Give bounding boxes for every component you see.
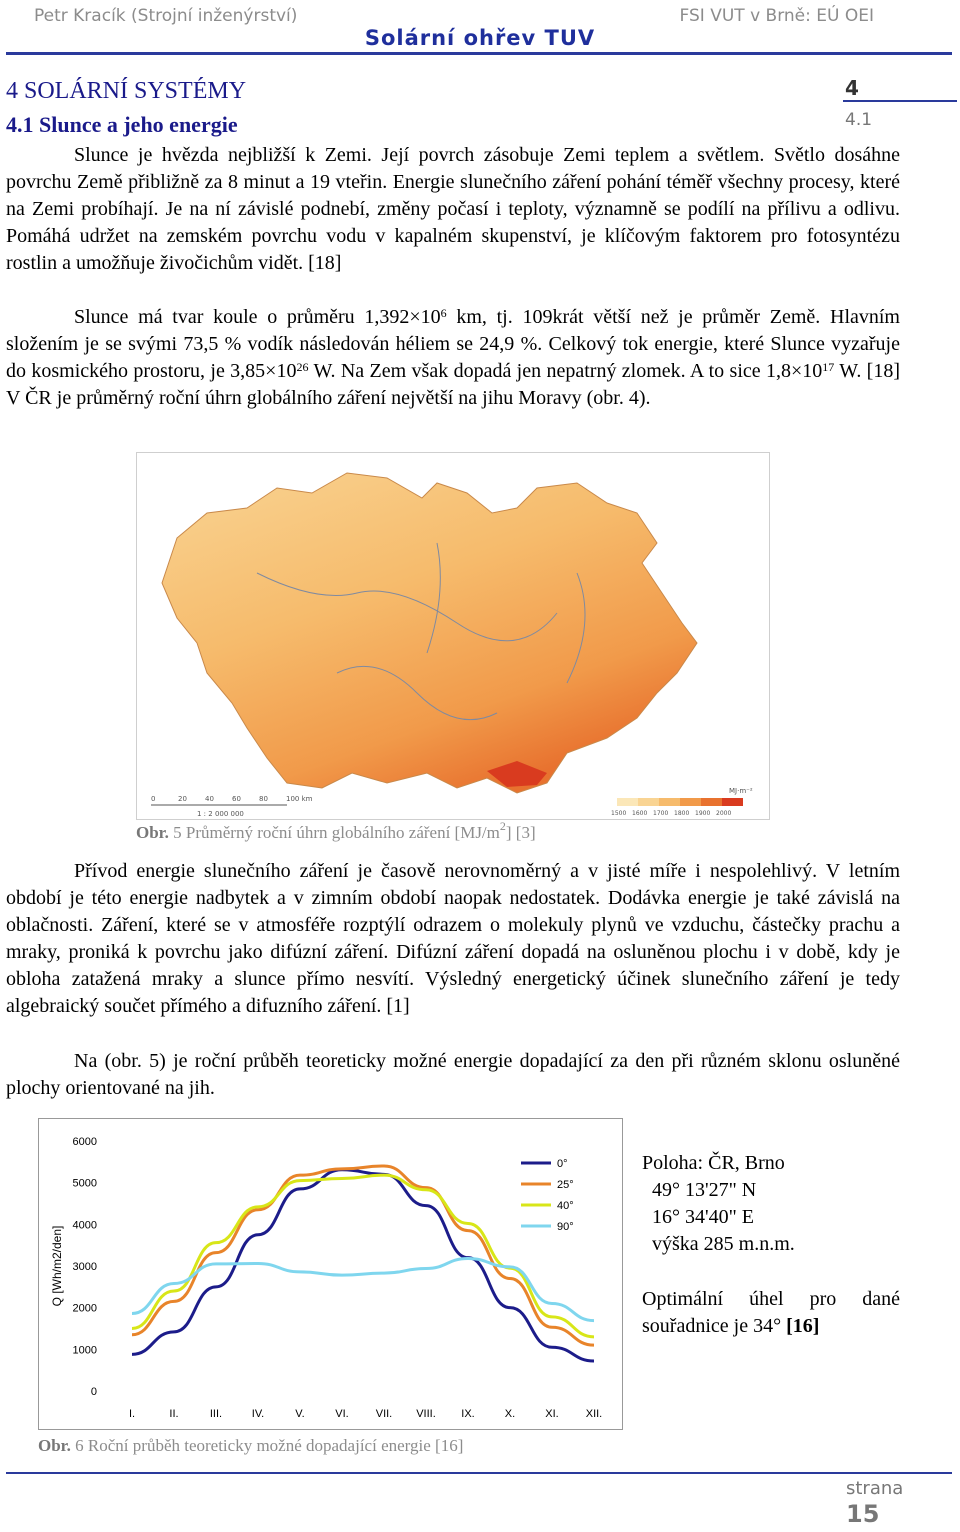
x-tick-label: VIII. [416, 1408, 436, 1420]
legend-swatch [701, 798, 722, 806]
legend-label: 1900 [695, 810, 711, 817]
legend-unit: MJ·m⁻² [729, 787, 753, 795]
legend-swatch [722, 798, 743, 806]
y-tick-label: 2000 [72, 1302, 97, 1315]
scale-label: 100 km [286, 795, 313, 803]
legend-label: 25° [557, 1179, 574, 1191]
exponent: 17 [822, 360, 835, 374]
legend-label: 1800 [674, 810, 690, 817]
caption-text: 6 Roční průběh teoreticky možné dopadající energie [16] [75, 1436, 464, 1455]
header-rule [6, 52, 952, 55]
annual-energy-chart [38, 1118, 623, 1430]
x-tick-label: XII. [585, 1408, 603, 1420]
paragraph-text: Přívod energie slunečního záření je časově nerovnoměrný a v jisté míře i nespolehlivý. V letním období je této energie nadbytek a v zimním období naopak nedostatek. Dodávka energie je také závislá na oblačnosti. Záření, které se v atmosféře rozptýlí odrazem o molekuly plynů ve vzduchu, částečky prachu a mraky, proniká k povrchu jako difúzní záření. Difúzní záření dopadá na osluněnou plochu i v době, kdy je obloha zatažená mraky a slunce přímo nesvítí. Výsledný energetický účinek slunečního záření je tedy algebraický součet přímého a difuzního záření. [1] [6, 860, 900, 1017]
map-scale-bar [151, 795, 313, 818]
chart-svg [39, 1119, 622, 1429]
x-tick-label: II. [169, 1408, 179, 1420]
header-title: Solární ohřev TUV [364, 26, 596, 50]
legend-label: 2000 [716, 810, 732, 817]
x-tick-label: VI. [335, 1408, 349, 1420]
footer-rule [6, 1472, 952, 1474]
page-label: strana [846, 1478, 904, 1499]
y-tick-label: 5000 [72, 1177, 97, 1190]
legend-label: 90° [557, 1221, 574, 1233]
y-tick-label: 3000 [72, 1261, 97, 1273]
paragraph-sun-facts [6, 304, 900, 412]
paragraph-text: W. Na Zem však dopadá jen nepatrný zlomek. A to sice 1,8×10 [308, 360, 823, 382]
map-legend [611, 787, 753, 817]
longitude-line: 16° 34'40" E [652, 1206, 754, 1228]
chapter-heading: 4 SOLÁRNÍ SYSTÉMY [6, 78, 247, 104]
paragraph-text: Slunce je hvězda nejbližší k Zemi. Její povrch zásobuje Zemi teplem a světlem. Světlo dosáhne povrchu Země přibližně za 8 minut a 19 vteřin. Energie slunečního záření pohání téměř všechny procesy, které na Zemi probíhají. Je na ní závislé podnebí, změny počasí i teploty, významně se podílí na přílivu a odlivu. Pomáhá udržet na zemském povrchu vodu v kapalném skupenství, je klíčovým faktorem pro fotosyntézu rostlin a umožňuje živočichům vidět. [18] [6, 144, 900, 274]
caption-prefix: Obr. [136, 823, 169, 842]
legend-label: 1600 [632, 810, 648, 817]
altitude-line: výška 285 m.n.m. [652, 1233, 795, 1255]
x-tick-label: III. [209, 1408, 223, 1420]
section-heading: 4.1 Slunce a jeho energie [6, 112, 238, 137]
map-caption [136, 819, 536, 843]
x-tick-label: IX. [461, 1408, 475, 1420]
header-author: Petr Kracík (Strojní inženýrství) [34, 6, 298, 26]
x-tick-label: X. [504, 1408, 516, 1420]
paragraph-text: Slunce má tvar koule o průměru 1,392×10 [74, 306, 441, 328]
margin-section-number: 4.1 [845, 110, 873, 130]
caption-text: 5 Průměrný roční úhrn globálního záření [MJ/m [173, 823, 500, 842]
optimal-angle-note [642, 1286, 900, 1340]
scale-label: 20 [178, 795, 187, 803]
optimal-text: Optimální úhel pro dané souřadnice je 34° [642, 1288, 900, 1337]
scale-label: 80 [259, 795, 268, 803]
location-line: Poloha: ČR, Brno [642, 1152, 785, 1174]
legend-swatch [680, 798, 701, 806]
caption-prefix: Obr. [38, 1436, 71, 1455]
x-tick-label: VII. [375, 1408, 393, 1420]
margin-chapter-number: 4 [845, 76, 859, 100]
legend-label: 1700 [653, 810, 669, 817]
y-tick-label: 6000 [72, 1136, 97, 1148]
y-axis-label: Q [Wh/m2/den] [50, 1225, 64, 1307]
exponent: 6 [440, 306, 447, 320]
x-tick-label: V. [295, 1408, 305, 1420]
margin-rule [843, 100, 957, 102]
optimal-ref: [16] [786, 1315, 820, 1337]
legend-label: 40° [557, 1200, 574, 1212]
y-tick-label: 1000 [72, 1344, 97, 1357]
legend-swatch [617, 798, 638, 806]
scale-label: 60 [232, 795, 241, 803]
x-tick-label: IV. [251, 1408, 265, 1420]
paragraph-text: km, tj. 109krát větší než je průměr Země. Hlavním složením je se svými 73,5 % vodík následován héliem se 24,9 %. Celkový tok energie, které Slunce vyzařuje do kosmického prostoru, je 3,85×10 [6, 306, 900, 382]
page-number: 15 [846, 1500, 880, 1528]
y-tick-label: 0 [90, 1386, 97, 1398]
paragraph-variability [6, 858, 900, 1020]
czech-map-shape [162, 473, 697, 793]
x-tick-label: XI. [545, 1408, 559, 1420]
y-tick-label: 4000 [72, 1219, 97, 1232]
x-tick-label: I. [128, 1408, 136, 1420]
legend-label: 0° [557, 1158, 568, 1170]
legend-label: 1500 [611, 810, 627, 817]
series-line [132, 1175, 594, 1337]
scale-ratio: 1 : 2 000 000 [197, 810, 244, 818]
paragraph-text: W. [18] V ČR je průměrný roční úhrn globálního záření největší na jihu Moravy (obr. 4). [6, 360, 900, 409]
czech-radiation-map [137, 453, 769, 819]
paragraph-chart-intro [6, 1048, 900, 1102]
legend-swatch [638, 798, 659, 806]
scale-label: 40 [205, 795, 214, 803]
paragraph-text: Na (obr. 5) je roční průběh teoreticky možné energie dopadající za den při různém sklonu osluněné plochy orientované na jih. [6, 1050, 900, 1099]
legend-swatch [659, 798, 680, 806]
position-info [642, 1150, 900, 1258]
scale-label: 0 [151, 795, 156, 803]
radiation-map-figure [136, 452, 770, 820]
paragraph-sun-intro [6, 142, 900, 277]
caption-end: ] [3] [505, 823, 536, 842]
exponent: 26 [296, 360, 309, 374]
chart-caption [38, 1436, 463, 1456]
caption-sup: 2 [499, 819, 506, 833]
latitude-line: 49° 13'27" N [652, 1179, 757, 1201]
header-institution: FSI VUT v Brně: EÚ OEI [679, 6, 874, 26]
